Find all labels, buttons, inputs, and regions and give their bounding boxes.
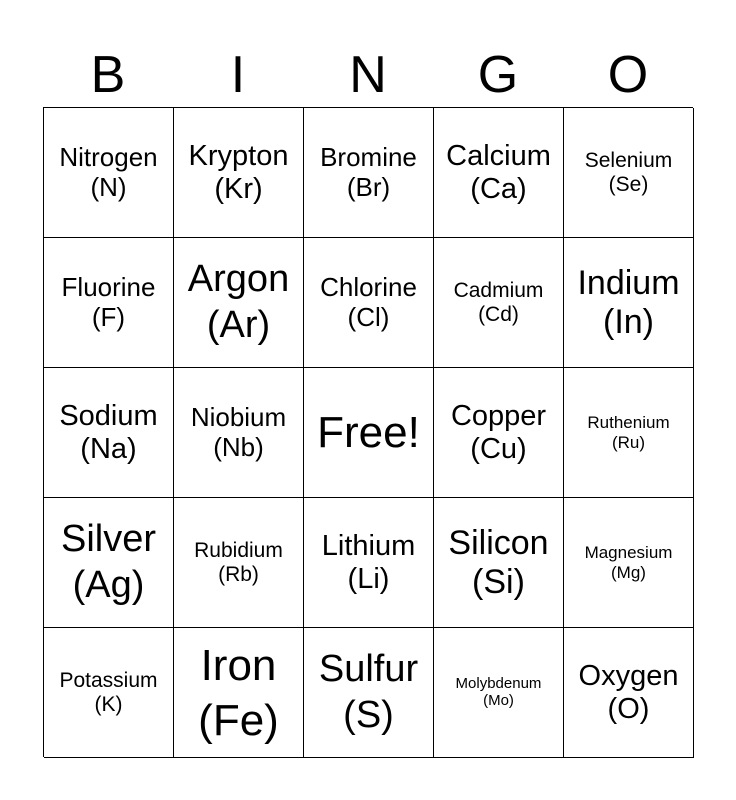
bingo-cell: Bromine (Br) [304, 108, 434, 238]
bingo-cell: Sodium (Na) [44, 368, 174, 498]
header-letter-i: I [230, 46, 246, 104]
bingo-cell: Nitrogen (N) [44, 108, 174, 238]
bingo-cell: Sulfur (S) [304, 628, 434, 758]
bingo-cell: Oxygen (O) [564, 628, 694, 758]
bingo-cell: Copper (Cu) [434, 368, 564, 498]
bingo-cell: Potassium (K) [44, 628, 174, 758]
bingo-cell: Argon (Ar) [174, 238, 304, 368]
bingo-cell: Krypton (Kr) [174, 108, 304, 238]
bingo-header [43, 44, 693, 106]
bingo-cell: Cadmium (Cd) [434, 238, 564, 368]
bingo-cell: Selenium (Se) [564, 108, 694, 238]
header-letter-n: N [349, 46, 387, 104]
bingo-cell: Magnesium (Mg) [564, 498, 694, 628]
header-letter-b: B [90, 46, 126, 104]
header-letter-g: G [477, 46, 519, 104]
bingo-cell: Lithium (Li) [304, 498, 434, 628]
bingo-cell: Iron (Fe) [174, 628, 304, 758]
bingo-cell: Chlorine (Cl) [304, 238, 434, 368]
header-letter-o: O [607, 46, 649, 104]
bingo-cell: Fluorine (F) [44, 238, 174, 368]
bingo-cell: Rubidium (Rb) [174, 498, 304, 628]
bingo-cell: Indium (In) [564, 238, 694, 368]
bingo-cell: Molybdenum (Mo) [434, 628, 564, 758]
free-space-cell: Free! [304, 368, 434, 498]
bingo-cell: Silver (Ag) [44, 498, 174, 628]
bingo-board [43, 107, 693, 757]
bingo-cell: Niobium (Nb) [174, 368, 304, 498]
bingo-cell: Silicon (Si) [434, 498, 564, 628]
bingo-cell: Calcium (Ca) [434, 108, 564, 238]
bingo-cell: Ruthenium (Ru) [564, 368, 694, 498]
